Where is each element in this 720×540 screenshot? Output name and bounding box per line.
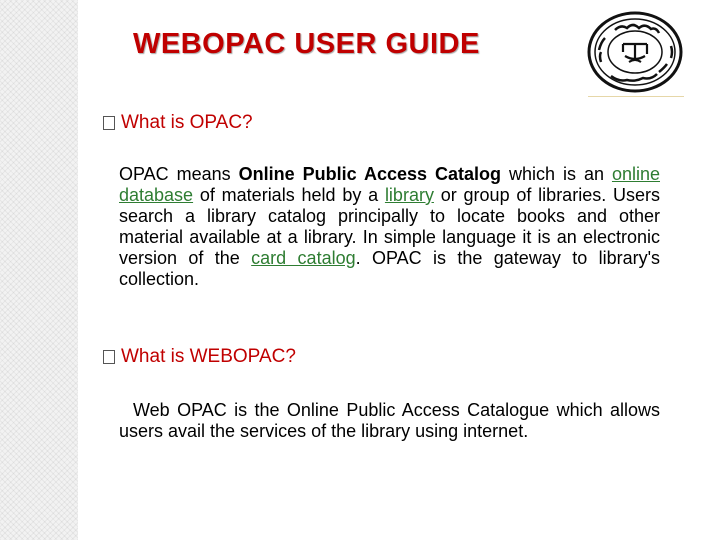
text-run: or group of libraries. Users search a library catalog principally to locate books and other material available at a library. In simple language it is an electronic version of the [119,185,660,268]
page-title: WEBOPAC USER GUIDE [133,28,480,60]
library-link[interactable]: library [384,185,434,205]
university-seal-icon [585,10,685,94]
seal-underline [588,96,684,97]
opac-definition-paragraph [119,164,660,290]
bold-term: Online Public Access Catalog [238,164,501,184]
section-heading-text: What is OPAC? [121,112,253,133]
card-catalog-link[interactable]: card catalog [251,248,356,268]
bullet-box-icon [103,350,115,364]
bullet-box-icon [103,116,115,130]
online-link[interactable]: online [611,164,660,184]
text-run: . OPAC is the gateway to library's collection. [119,248,661,289]
text-run: OPAC means [119,164,239,184]
section-heading-opac [103,112,253,134]
database-link[interactable]: database [119,185,194,205]
text-run: of materials held by a [193,185,385,205]
text-run: which is an [501,164,612,184]
section-heading-webopac [103,346,296,368]
decorative-side-strip [0,0,78,540]
section-heading-text: What is WEBOPAC? [121,346,296,367]
webopac-definition-paragraph: Web OPAC is the Online Public Access Catalogue which allows users avail the services of the library using internet. [119,400,660,441]
